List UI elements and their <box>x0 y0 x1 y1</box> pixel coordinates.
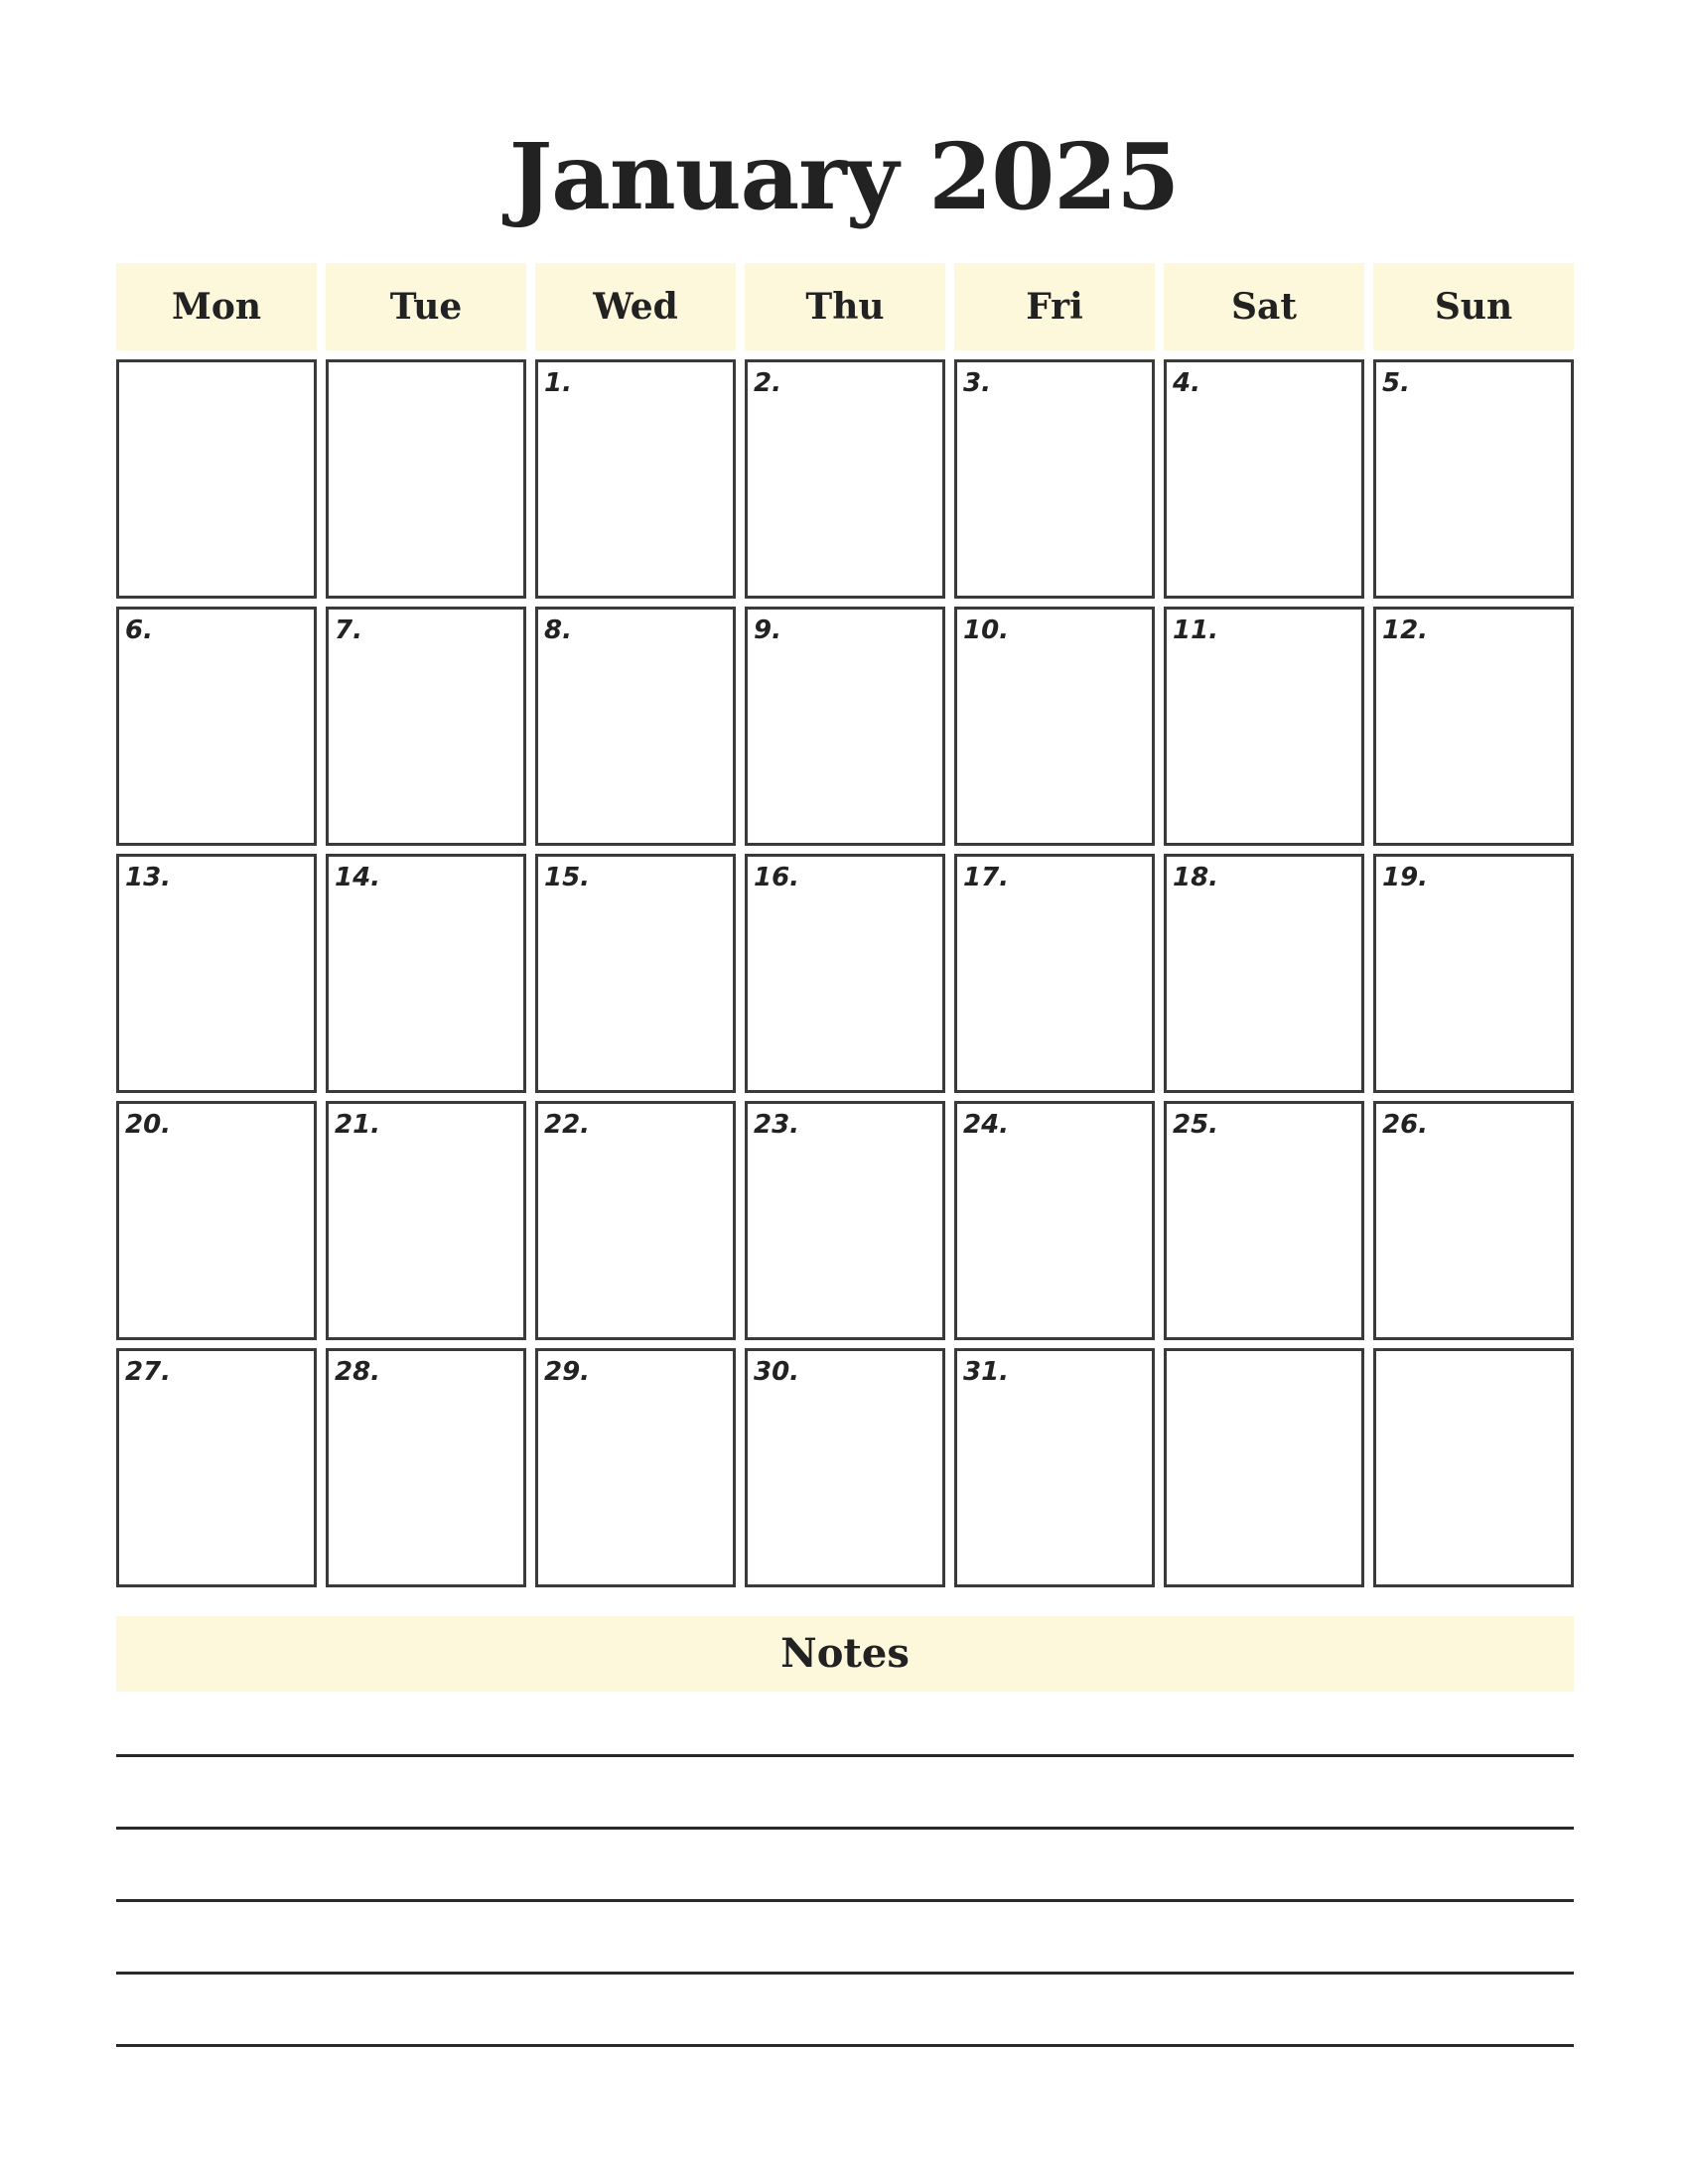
notes-line[interactable] <box>116 1972 1574 1975</box>
day-number: 4. <box>1173 368 1200 398</box>
day-cell[interactable] <box>535 1348 736 1587</box>
day-cell[interactable] <box>745 854 945 1093</box>
weekday-thu: Thu <box>745 263 945 350</box>
day-cell[interactable] <box>1164 607 1364 846</box>
day-cell[interactable] <box>116 607 317 846</box>
day-number: 14. <box>335 863 381 892</box>
day-number: 17. <box>963 863 1010 892</box>
day-cell[interactable] <box>954 607 1155 846</box>
day-number: 23. <box>754 1110 800 1140</box>
day-cell[interactable] <box>1373 1101 1574 1340</box>
day-cell[interactable] <box>1164 1101 1364 1340</box>
day-number: 8. <box>544 615 572 645</box>
day-cell[interactable] <box>745 359 945 599</box>
notes-line[interactable] <box>116 1754 1574 1757</box>
weekday-mon: Mon <box>116 263 317 350</box>
day-number: 26. <box>1382 1110 1429 1140</box>
weekday-header-row <box>116 263 1574 350</box>
day-cell[interactable] <box>745 1348 945 1587</box>
calendar-grid <box>116 359 1574 1585</box>
day-cell[interactable] <box>745 1101 945 1340</box>
weekday-fri: Fri <box>954 263 1155 350</box>
day-number: 2. <box>754 368 781 398</box>
day-number: 7. <box>335 615 362 645</box>
day-number: 9. <box>754 615 781 645</box>
day-cell[interactable] <box>954 359 1155 599</box>
day-number: 11. <box>1173 615 1219 645</box>
day-number: 5. <box>1382 368 1410 398</box>
day-cell[interactable] <box>326 1348 526 1587</box>
day-cell[interactable] <box>535 607 736 846</box>
weekday-sun: Sun <box>1373 263 1574 350</box>
day-number: 10. <box>963 615 1010 645</box>
day-cell[interactable] <box>535 854 736 1093</box>
calendar-title: January 2025 <box>508 123 1180 230</box>
day-cell[interactable] <box>1164 854 1364 1093</box>
day-number: 6. <box>125 615 153 645</box>
weekday-sat: Sat <box>1164 263 1364 350</box>
day-number: 19. <box>1382 863 1429 892</box>
day-number: 15. <box>544 863 591 892</box>
day-number: 24. <box>963 1110 1010 1140</box>
day-cell[interactable] <box>954 854 1155 1093</box>
notes-line[interactable] <box>116 1899 1574 1902</box>
day-cell[interactable] <box>116 854 317 1093</box>
day-cell[interactable] <box>954 1348 1155 1587</box>
notes-header: Notes <box>116 1616 1574 1692</box>
day-number: 3. <box>963 368 991 398</box>
day-number: 12. <box>1382 615 1429 645</box>
notes-line[interactable] <box>116 2044 1574 2047</box>
day-cell[interactable] <box>326 854 526 1093</box>
day-number: 31. <box>963 1357 1010 1387</box>
day-cell[interactable] <box>535 359 736 599</box>
day-cell[interactable] <box>1373 854 1574 1093</box>
day-number: 18. <box>1173 863 1219 892</box>
day-cell[interactable] <box>954 1101 1155 1340</box>
day-number: 1. <box>544 368 572 398</box>
day-number: 22. <box>544 1110 591 1140</box>
weekday-wed: Wed <box>535 263 736 350</box>
day-cell[interactable] <box>326 1101 526 1340</box>
day-number: 29. <box>544 1357 591 1387</box>
day-number: 13. <box>125 863 172 892</box>
day-cell[interactable] <box>116 1348 317 1587</box>
day-number: 16. <box>754 863 800 892</box>
day-cell[interactable] <box>1373 359 1574 599</box>
day-cell[interactable] <box>1164 1348 1364 1587</box>
day-cell[interactable] <box>326 607 526 846</box>
day-cell[interactable] <box>1164 359 1364 599</box>
day-cell[interactable] <box>116 1101 317 1340</box>
weekday-tue: Tue <box>326 263 526 350</box>
notes-line[interactable] <box>116 1827 1574 1830</box>
day-cell[interactable] <box>326 359 526 599</box>
day-cell[interactable] <box>745 607 945 846</box>
day-cell[interactable] <box>1373 607 1574 846</box>
day-number: 20. <box>125 1110 172 1140</box>
day-number: 21. <box>335 1110 381 1140</box>
day-cell[interactable] <box>1373 1348 1574 1587</box>
day-number: 30. <box>754 1357 800 1387</box>
day-number: 27. <box>125 1357 172 1387</box>
day-cell[interactable] <box>116 359 317 599</box>
day-number: 25. <box>1173 1110 1219 1140</box>
day-cell[interactable] <box>535 1101 736 1340</box>
day-number: 28. <box>335 1357 381 1387</box>
